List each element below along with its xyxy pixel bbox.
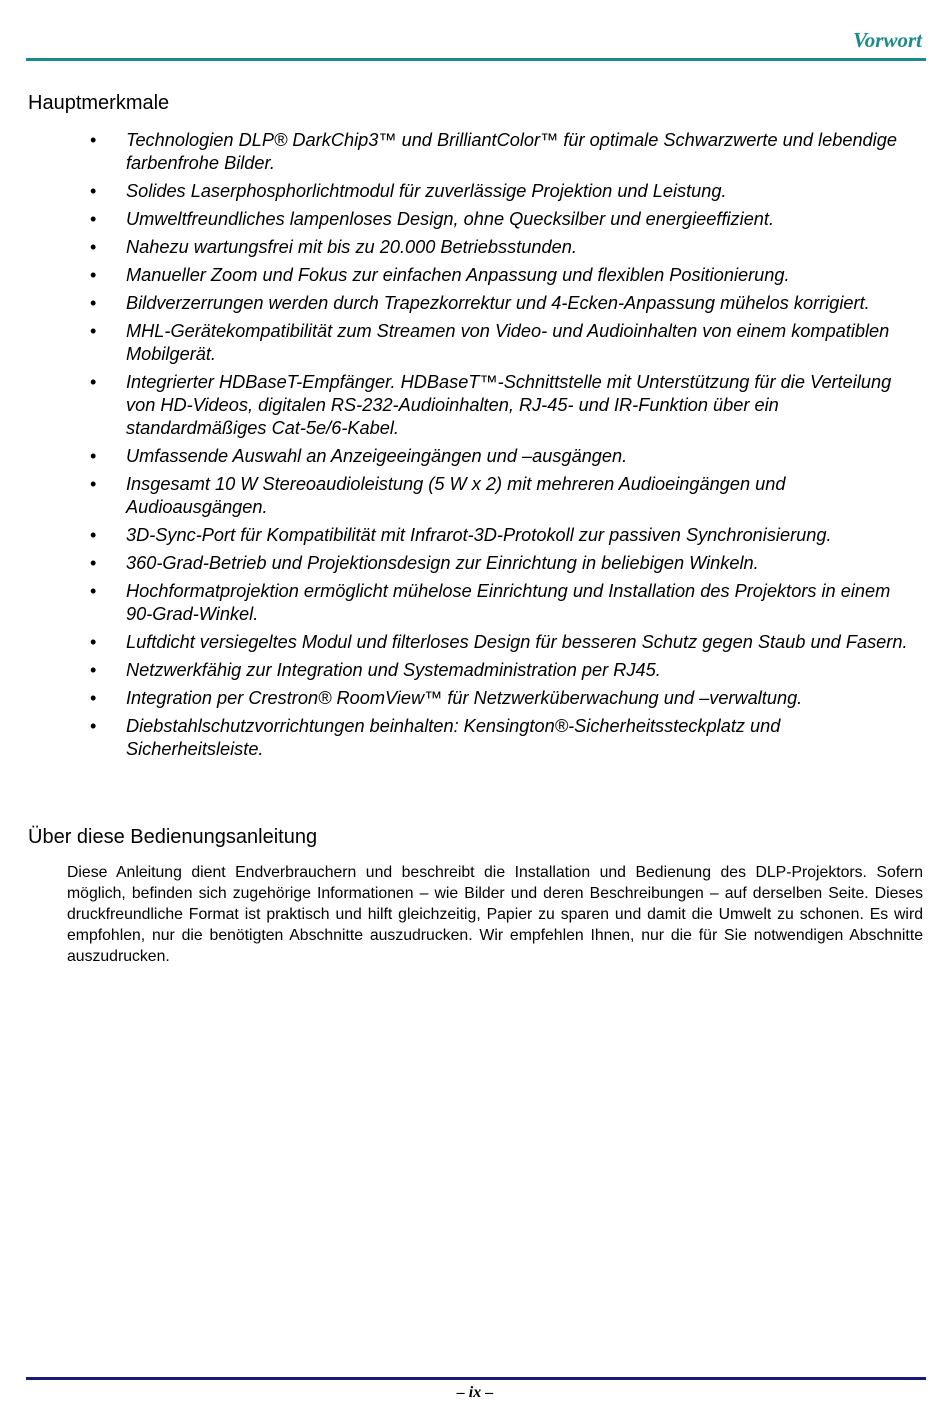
feature-text: Diebstahlschutzvorrichtungen beinhalten: Kensington®-Sicherheitssteckplatz und Sicherheitsleiste. <box>126 716 781 759</box>
bullet-icon: • <box>90 293 97 313</box>
bullet-icon: • <box>90 553 97 573</box>
feature-list-item <box>90 715 920 761</box>
bullet-icon: • <box>90 716 97 736</box>
feature-text: Integrierter HDBaseT-Empfänger. HDBaseT™-Schnittstelle mit Unterstützung für die Verteilung von HD-Videos, digitalen RS-232-Audioinhalten, RJ-45- und IR-Funktion über ein standardmäßiges Cat-5e/6-Kabel. <box>126 372 892 438</box>
bullet-icon: • <box>90 446 97 466</box>
bullet-icon: • <box>90 209 97 229</box>
page-number: – ix – <box>456 1384 494 1401</box>
feature-list-item <box>90 236 920 259</box>
feature-list-item <box>90 180 920 203</box>
feature-list-item <box>90 129 920 175</box>
feature-text: Bildverzerrungen werden durch Trapezkorrektur und 4-Ecken-Anpassung mühelos korrigiert. <box>126 293 870 313</box>
feature-text: Integration per Crestron® RoomView™ für Netzwerküberwachung und –verwaltung. <box>126 688 803 708</box>
feature-text: Umweltfreundliches lampenloses Design, ohne Quecksilber und energieeffizient. <box>126 209 775 229</box>
feature-list-item <box>90 292 920 315</box>
bullet-icon: • <box>90 688 97 708</box>
bullet-icon: • <box>90 321 97 341</box>
feature-list-item <box>90 659 920 682</box>
feature-list-item <box>90 473 920 519</box>
feature-list-item <box>90 631 920 654</box>
feature-text: MHL-Gerätekompatibilität zum Streamen von Video- und Audioinhalten von einem kompatiblen Mobilgerät. <box>126 321 890 364</box>
feature-text: Technologien DLP® DarkChip3™ und BrilliantColor™ für optimale Schwarzwerte und lebendige farbenfrohe Bilder. <box>126 130 897 173</box>
feature-list-item <box>90 552 920 575</box>
feature-list-item <box>90 445 920 468</box>
feature-text: Manueller Zoom und Fokus zur einfachen Anpassung und flexiblen Positionierung. <box>126 265 790 285</box>
feature-text: Nahezu wartungsfrei mit bis zu 20.000 Betriebsstunden. <box>126 237 577 257</box>
feature-text: Netzwerkfähig zur Integration und Systemadministration per RJ45. <box>126 660 661 680</box>
feature-list-item <box>90 524 920 547</box>
feature-text: Luftdicht versiegeltes Modul und filterloses Design für besseren Schutz gegen Staub und Fasern. <box>126 632 908 652</box>
feature-text: Insgesamt 10 W Stereoaudioleistung (5 W x 2) mit mehreren Audioeingängen und Audioausgängen. <box>126 474 786 517</box>
feature-text: 3D-Sync-Port für Kompatibilität mit Infrarot-3D-Protokoll zur passiven Synchronisierung. <box>126 525 832 545</box>
features-heading: Hauptmerkmale <box>28 92 170 114</box>
feature-list-item <box>90 371 920 440</box>
bullet-icon: • <box>90 237 97 257</box>
feature-text: Hochformatprojektion ermöglicht mühelose Einrichtung und Installation des Projektors in einem 90-Grad-Winkel. <box>126 581 891 624</box>
feature-text: Umfassende Auswahl an Anzeigeeingängen und –ausgängen. <box>126 446 628 466</box>
bullet-icon: • <box>90 265 97 285</box>
feature-list-item <box>90 580 920 626</box>
bullet-icon: • <box>90 372 97 392</box>
bullet-icon: • <box>90 581 97 601</box>
bullet-icon: • <box>90 525 97 545</box>
features-list <box>90 129 920 766</box>
about-manual-paragraph: Diese Anleitung dient Endverbrauchern und beschreibt die Installation und Bedienung des DLP-Projektors. Sofern möglich, befinden sich zugehörige Informationen – wie Bilder und deren Beschreibungen – auf derselben Seite. Dieses druckfreundliche Format ist praktisch und hilft gleichzeitig, Papier zu sparen und damit die Umwelt zu schonen. Es wird empfohlen, nur die benötigten Abschnitte auszudrucken. Wir empfehlen Ihnen, nur die für Sie notwendigen Abschnitte auszudrucken. <box>67 864 923 965</box>
feature-text: Solides Laserphosphorlichtmodul für zuverlässige Projektion und Leistung. <box>126 181 727 201</box>
bullet-icon: • <box>90 632 97 652</box>
feature-list-item <box>90 208 920 231</box>
bullet-icon: • <box>90 474 97 494</box>
feature-list-item <box>90 320 920 366</box>
about-manual-heading: Über diese Bedienungsanleitung <box>28 826 318 848</box>
feature-text: 360-Grad-Betrieb und Projektionsdesign zur Einrichtung in beliebigen Winkeln. <box>126 553 759 573</box>
feature-list-item <box>90 687 920 710</box>
running-header-title: Vorwort <box>853 28 922 52</box>
bullet-icon: • <box>90 660 97 680</box>
bullet-icon: • <box>90 181 97 201</box>
bullet-icon: • <box>90 130 97 150</box>
header-rule <box>26 58 926 61</box>
footer-rule <box>26 1377 926 1380</box>
feature-list-item <box>90 264 920 287</box>
